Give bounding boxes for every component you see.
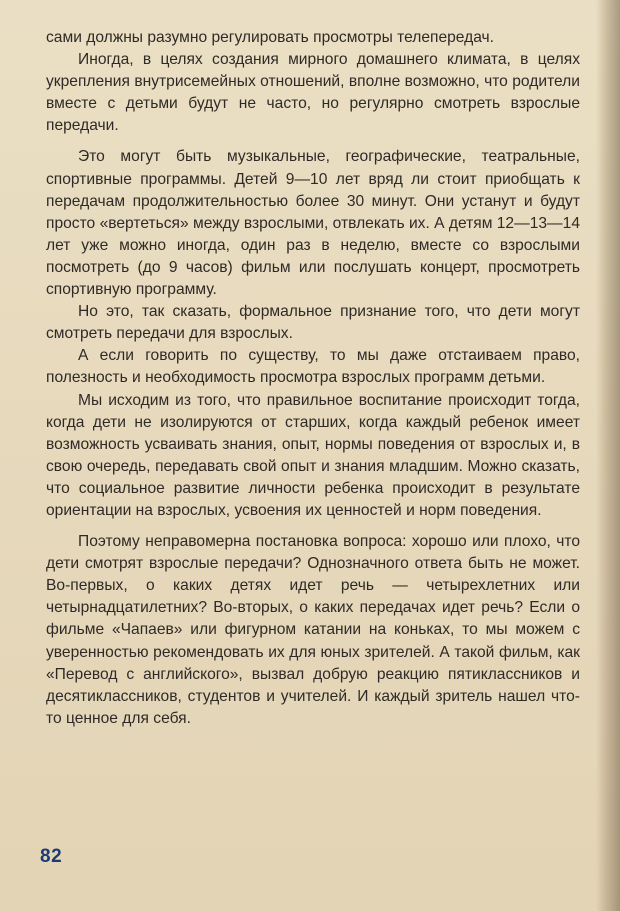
paragraph: Иногда, в целях создания мирного домашнего климата, в целях укрепления внутрисемейных отношений, вполне возможно, что родители вместе с детьми будут не часто, но регулярно смотреть взрослые передачи. [46,51,580,135]
paragraph: Но это, так сказать, формальное признание того, что дети могут смотреть передачи для взрослых. [46,303,580,343]
paragraph-gap [46,137,580,146]
paragraph: Поэтому неправомерна постановка вопроса: хорошо или плохо, что дети смотрят взрослые передачи? Однозначного ответа быть не может. Во-первых, о каких детях идет речь — четырехлетних или четырнадцатилетних? Во-вторых, о каких передачах идет речь? Если о фильме «Чапаев» или фигурном катании на коньках, то мы можем с уверенностью рекомендовать их для юных зрителей. А такой фильм, как «Перевод с английского», вызвал добрую реакцию пятиклассников и десятиклассников, студентов и учителей. И каждый зритель нашел что-то ценное для себя. [46,533,580,727]
paragraph: А если говорить по существу, то мы даже отстаиваем право, полезность и необходимость просмотра взрослых программ детьми. [46,347,580,387]
body-text [46,27,580,730]
paragraph-continuation: сами должны разумно регулировать просмотры телепередач. [46,29,495,46]
paragraph: Мы исходим из того, что правильное воспитание происходит тогда, когда дети не изолируются от старших, когда каждый ребенок имеет возможность усваивать знания, опыт, нормы поведения от взрослых и, в свою очередь, передавать свой опыт и знания младшим. Можно сказать, что социальное развитие личности ребенка происходит в результате ориентации на взрослых, усвоения их ценностей и норм поведения. [46,391,580,519]
paragraph: Это могут быть музыкальные, географические, театральные, спортивные программы. Детей 9—10 лет вряд ли стоит приобщать к передачам продолжительностью более 30 минут. Они устанут и будут просто «вертеться» между взрослыми, отвлекать их. А детям 12—13—14 лет уже можно иногда, один раз в неделю, вместе со взрослыми посмотреть (до 9 часов) фильм или послушать концерт, просмотреть спортивную программу. [46,148,580,299]
paragraph-gap [46,522,580,531]
page-number: 82 [40,846,63,867]
